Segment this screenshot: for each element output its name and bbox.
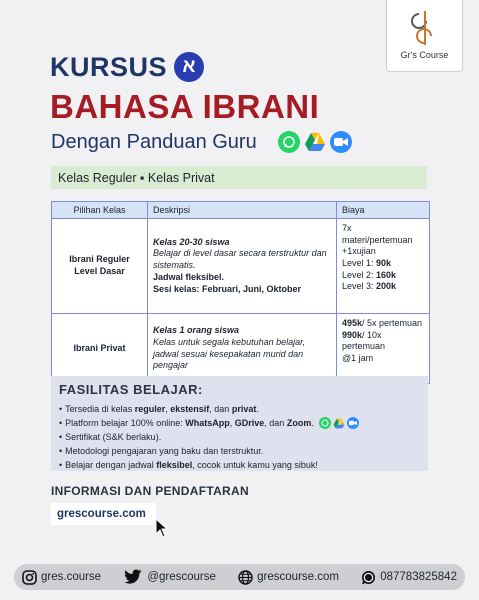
fasilitas-section: [51, 376, 428, 471]
google-drive-icon: [333, 417, 345, 429]
text: ,: [165, 404, 168, 414]
list-item: [59, 430, 420, 444]
price-line: 7x materi/pertemuan +1xujian: [342, 223, 413, 257]
text-bold: Zoom: [286, 418, 312, 428]
list-item: [59, 444, 420, 458]
text-bold: reguler: [134, 404, 166, 414]
class-price: [337, 314, 430, 384]
text-bold: fleksibel: [156, 460, 193, 470]
text-bold: WhatsApp: [185, 418, 230, 428]
subtitle: Dengan Panduan Guru: [51, 131, 257, 153]
header-pilihan-kelas: Pilihan Kelas: [52, 202, 148, 219]
text: • Sertifikat (S&K berlaku).: [65, 432, 162, 442]
text: ,: [229, 418, 233, 428]
text: • Platform belajar 100% online:: [65, 418, 183, 428]
text-bold: privat: [231, 404, 257, 414]
text: .: [311, 418, 314, 428]
text: • Metodologi pengajaran yang baku dan terstruktur.: [65, 446, 264, 456]
app-icons: [278, 131, 352, 153]
text-bold: ekstensif: [170, 404, 210, 414]
whatsapp-icon: [361, 570, 376, 585]
price-label: / 10x pertemuan: [342, 329, 386, 352]
fasilitas-title: FASILITAS BELAJAR:: [59, 382, 203, 397]
text: , cocok untuk kamu yang sibuk!: [192, 460, 318, 470]
globe-icon: [238, 570, 253, 585]
website-address: grescourse.com: [257, 571, 339, 583]
table-row: [52, 314, 430, 384]
table-header-row: [52, 202, 430, 219]
cursor-icon: [155, 518, 167, 538]
price-line: @1 jam: [342, 353, 374, 364]
price-value: 160k: [376, 269, 397, 280]
info-title: INFORMASI DAN PENDAFTARAN: [51, 484, 249, 498]
class-description: [148, 314, 337, 384]
aleph-icon: א: [174, 52, 204, 82]
price-label: / 5x pertemuan: [362, 318, 423, 328]
twitter-handle: @grescourse: [147, 571, 216, 583]
price-value: 90k: [376, 258, 392, 269]
zoom-icon: [347, 417, 359, 429]
footer-web[interactable]: [238, 570, 339, 585]
logo-text: Gr's Course: [400, 50, 449, 60]
price-value: 990k: [342, 329, 363, 340]
title-kursus: KURSUS: [50, 52, 168, 82]
list-item: [59, 458, 420, 472]
class-description: [148, 219, 337, 314]
list-item: [59, 402, 420, 416]
twitter-icon: [123, 570, 143, 585]
class-name: Ibrani Privat: [52, 314, 148, 384]
class-price: [337, 219, 430, 314]
desc-title: Kelas 1 orang siswa: [153, 325, 240, 336]
zoom-icon: [330, 131, 352, 153]
text: , dan: [264, 418, 285, 428]
footer-whatsapp[interactable]: [361, 570, 457, 585]
brand-logo: [386, 0, 463, 72]
price-value: 200k: [376, 281, 397, 292]
instagram-handle: gres.course: [41, 571, 102, 583]
kelas-bar-text: Kelas Reguler ▪ Kelas Privat: [58, 170, 215, 185]
price-label: Level 1:: [342, 258, 377, 269]
website-text: grescourse.com: [57, 508, 146, 520]
desc-schedule: Jadwal fleksibel.: [153, 271, 225, 282]
whatsapp-icon: [278, 131, 300, 153]
header-deskripsi: Deskripsi: [148, 202, 337, 219]
desc-title: Kelas 20-30 siswa: [153, 236, 230, 247]
website-link[interactable]: [51, 503, 156, 525]
pricing-table: [51, 201, 430, 384]
table-row: [52, 219, 430, 314]
whatsapp-number: 087783825842: [380, 571, 457, 583]
whatsapp-icon: [319, 417, 331, 429]
kelas-bar: [51, 166, 427, 189]
footer-twitter[interactable]: [123, 570, 216, 585]
contact-footer: [14, 564, 465, 590]
desc-session: Sesi kelas: Februari, Juni, Oktober: [153, 283, 302, 294]
footer-instagram[interactable]: [22, 570, 101, 585]
list-item: [59, 416, 420, 430]
text-bold: GDrive: [234, 418, 265, 428]
desc-text: Kelas untuk segala kebutuhan belajar, jadwal sesuai kesepakatan murid dan pengajar: [153, 336, 306, 371]
text: .: [256, 404, 259, 414]
text: , dan: [209, 404, 230, 414]
grs-course-logo-icon: [405, 9, 445, 47]
class-name: Ibrani Reguler Level Dasar: [52, 219, 148, 314]
title-bahasa-ibrani: BAHASA IBRANI: [50, 88, 320, 125]
price-value: 495k: [342, 318, 363, 328]
desc-text: Belajar di level dasar secara terstruktur dan sistematis.: [153, 248, 327, 271]
price-label: Level 2:: [342, 269, 377, 280]
google-drive-icon: [304, 131, 326, 153]
price-label: Level 3:: [342, 281, 377, 292]
instagram-icon: [22, 570, 37, 585]
text: • Belajar dengan jadwal: [65, 460, 154, 470]
text: • Tersedia di kelas: [65, 404, 133, 414]
header-biaya: Biaya: [337, 202, 430, 219]
